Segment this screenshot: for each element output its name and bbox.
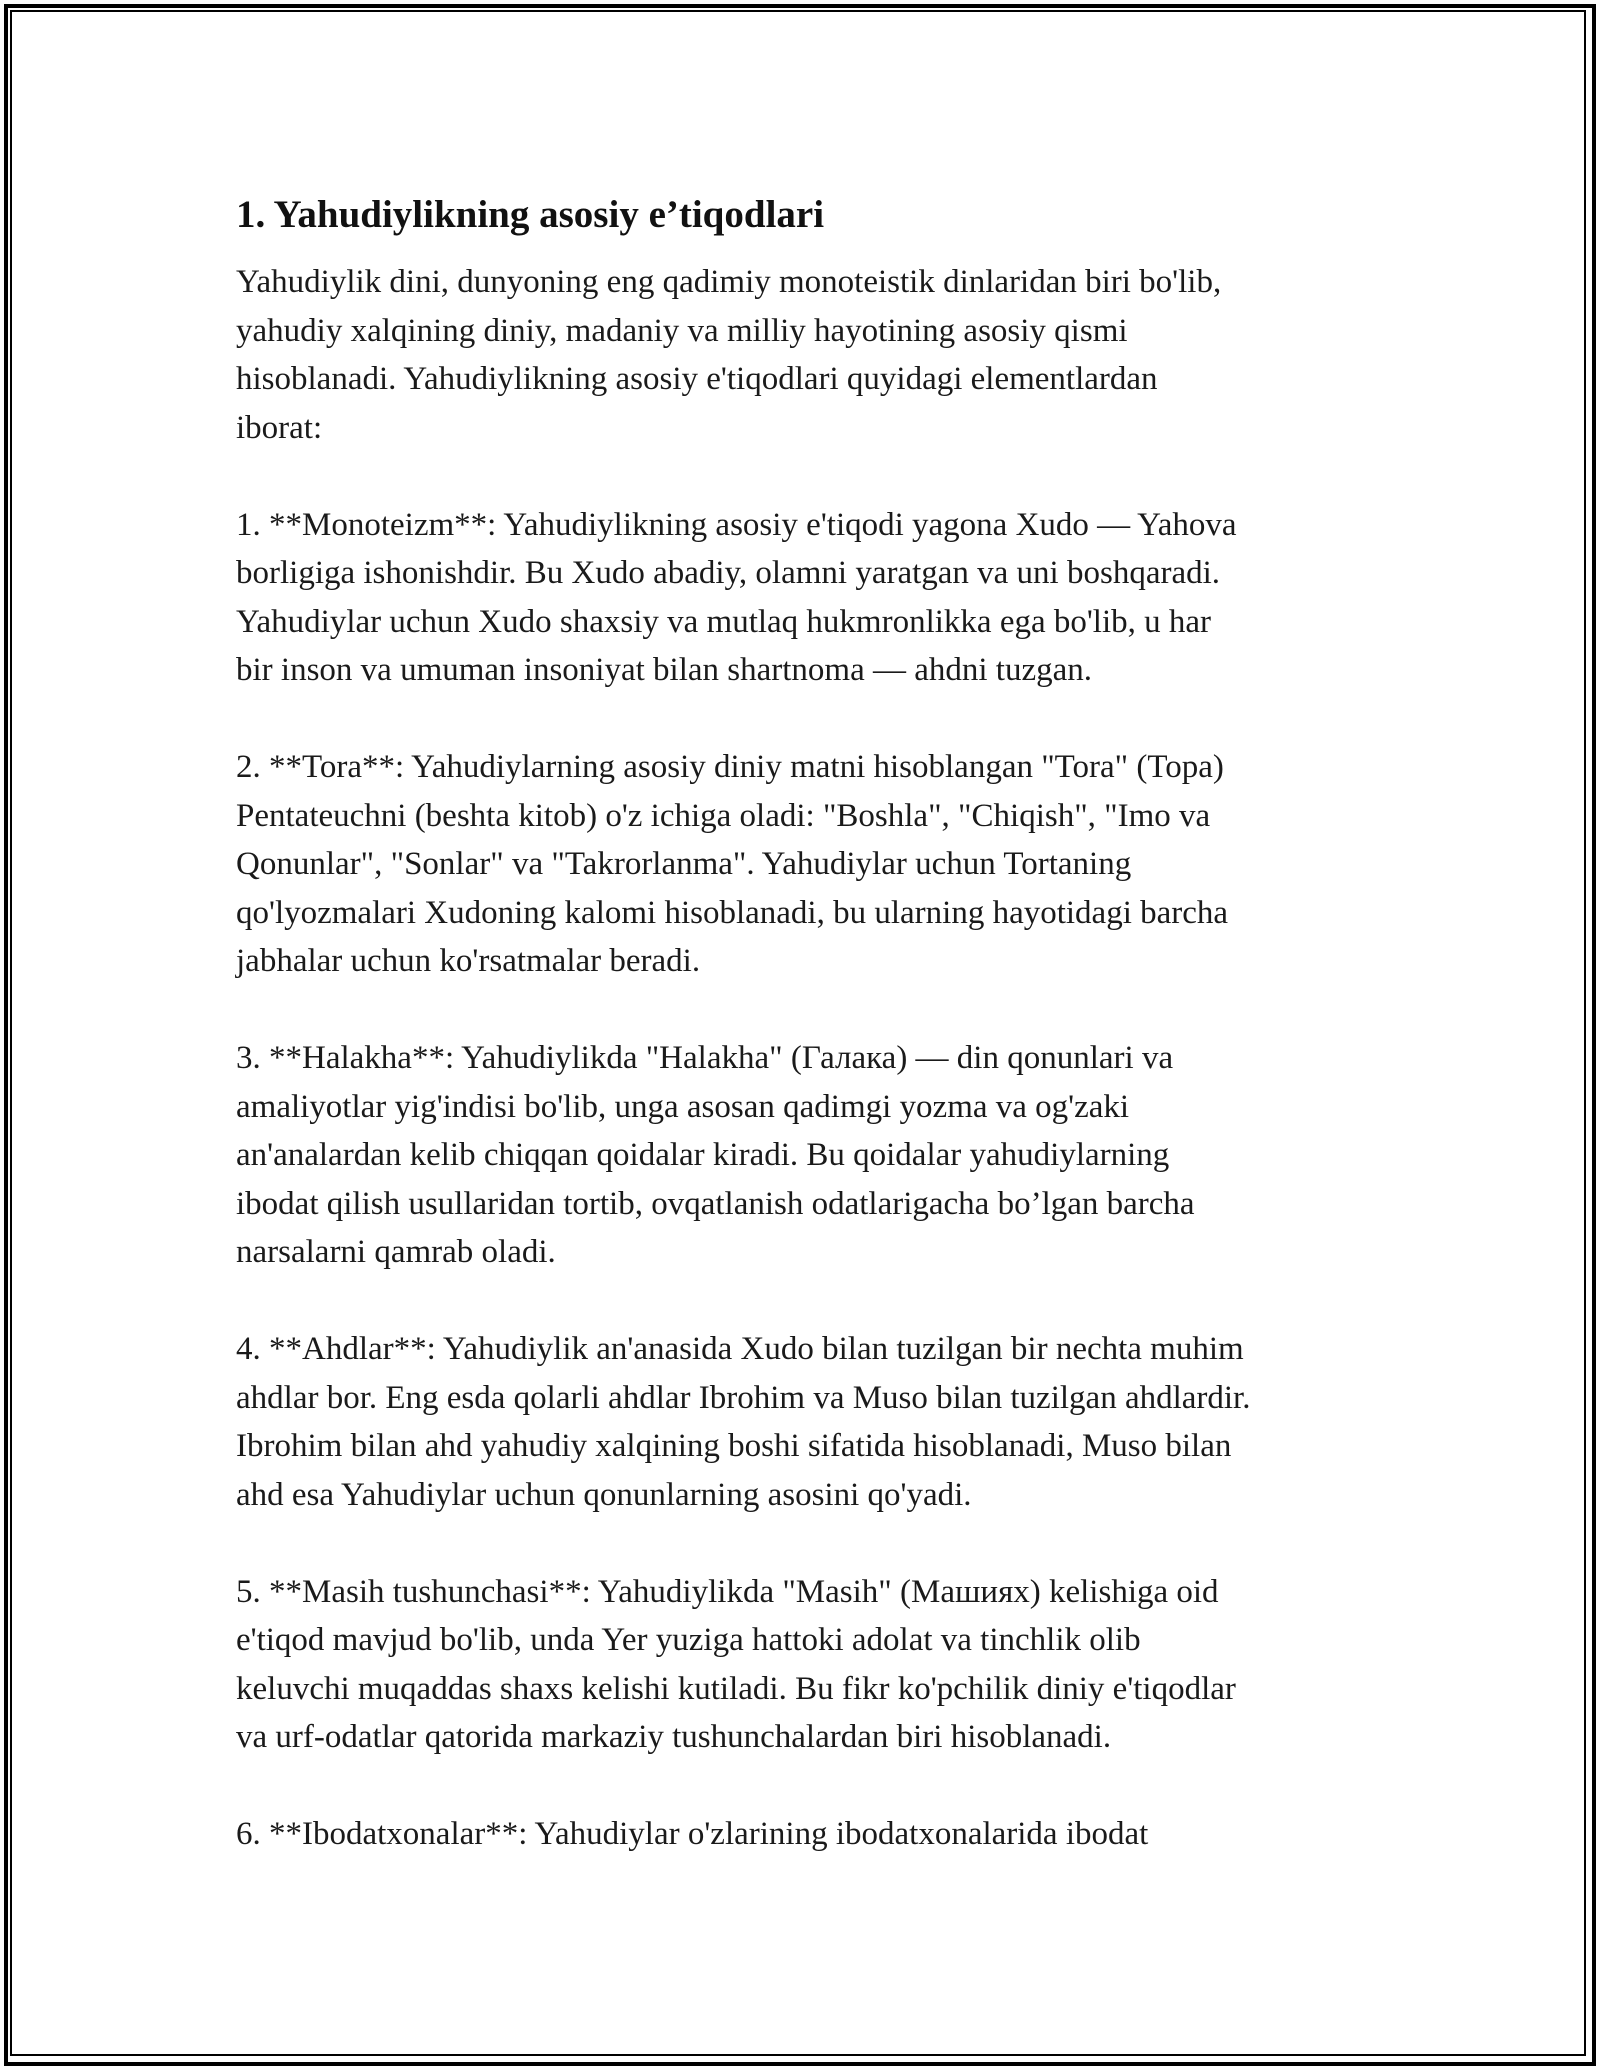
document-body <box>236 188 1376 1907</box>
paragraph-masih <box>236 1568 1376 1762</box>
text-line: Pentateuchni (beshta kitob) o'z ichiga oladi: "Boshla", "Chiqish", "Imo va <box>236 797 1211 834</box>
text-line: narsalarni qamrab oladi. <box>236 1234 556 1270</box>
text-line: Yahudiylik dini, dunyoning eng qadimiy monoteistik dinlaridan biri bo'lib, <box>236 264 1222 300</box>
paragraph-ahdlar <box>236 1325 1376 1519</box>
text-line: va urf-odatlar qatorida markaziy tushunchalardan biri hisoblanadi. <box>236 1719 1112 1755</box>
text-line: hisoblanadi. Yahudiylikning asosiy e'tiqodlari quyidagi elementlardan <box>236 361 1158 397</box>
text-line: amaliyotlar yig'indisi bo'lib, unga asosan qadimgi yozma va og'zaki <box>236 1088 1130 1125</box>
text-line: 1. **Monoteizm**: Yahudiylikning asosiy e'tiqodi yagona Xudo — Yahova <box>236 506 1237 543</box>
text-line: ahdlar bor. Eng esda qolarli ahdlar Ibrohim va Muso bilan tuzilgan ahdlardir. <box>236 1379 1251 1416</box>
paragraph-halakha <box>236 1034 1376 1277</box>
text-line: ibodat qilish usullaridan tortib, ovqatlanish odatlarigacha bo’lgan barcha <box>236 1185 1195 1222</box>
text-line: Ibrohim bilan ahd yahudiy xalqining boshi sifatida hisoblanadi, Muso bilan <box>236 1428 1232 1464</box>
text-line: jabhalar uchun ko'rsatmalar beradi. <box>236 943 701 979</box>
text-line: e'tiqod mavjud bo'lib, unda Yer yuziga hattoki adolat va tinchlik olib <box>236 1622 1141 1658</box>
text-line: borligiga ishonishdir. Bu Xudo abadiy, olamni yaratgan va uni boshqaradi. <box>236 555 1221 591</box>
text-line: 6. **Ibodatxonalar**: Yahudiylar o'zlarining ibodatxonalarida ibodat <box>236 1816 1149 1852</box>
text-line: 5. **Masih tushunchasi**: Yahudiylikda "Masih" (Машиях) kelishiga oid <box>236 1573 1219 1610</box>
paragraph-tora <box>236 743 1376 986</box>
text-line: qo'lyozmalari Xudoning kalomi hisoblanadi, bu ularning hayotidagi barcha <box>236 894 1229 931</box>
text-line: bir inson va umuman insoniyat bilan shartnoma — ahdni tuzgan. <box>236 652 1093 688</box>
text-line: 2. **Tora**: Yahudiylarning asosiy diniy matni hisoblangan "Tora" (Topa) <box>236 749 1224 785</box>
paragraph-intro <box>236 258 1376 452</box>
text-line: 4. **Ahdlar**: Yahudiylik an'anasida Xudo bilan tuzilgan bir nechta muhim <box>236 1331 1244 1367</box>
text-line: ahd esa Yahudiylar uchun qonunlarning asosini qo'yadi. <box>236 1476 972 1513</box>
text-line: yahudiy xalqining diniy, madaniy va milliy hayotining asosiy qismi <box>236 312 1128 349</box>
text-line: 3. **Halakha**: Yahudiylikda "Halakha" (Галака) — din qonunlari va <box>236 1040 1174 1076</box>
text-line: an'analardan kelib chiqqan qoidalar kiradi. Bu qoidalar yahudiylarning <box>236 1137 1170 1173</box>
text-line: keluvchi muqaddas shaxs kelishi kutiladi. Bu fikr ko'pchilik diniy e'tiqodlar <box>236 1670 1236 1707</box>
section-heading: 1. Yahudiylikning asosiy e’tiqodlari <box>236 193 825 236</box>
text-line: Yahudiylar uchun Xudo shaxsiy va mutlaq hukmronlikka ega bo'lib, u har <box>236 603 1212 640</box>
text-line: iborat: <box>236 409 323 446</box>
text-line: Qonunlar", "Sonlar" va "Takrorlanma". Yahudiylar uchun Tortaning <box>236 846 1132 882</box>
paragraph-ibodatxonalar <box>236 1810 1376 1859</box>
paragraph-monoteizm <box>236 501 1376 695</box>
